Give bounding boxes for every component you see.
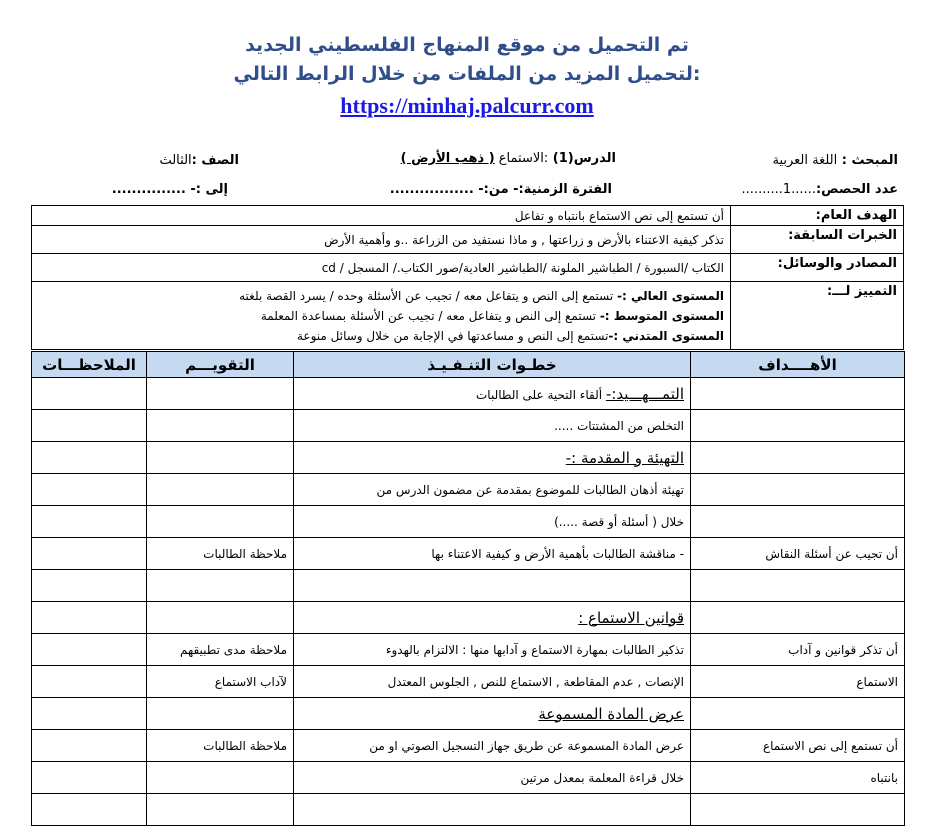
step-cell: تهيئة أذهان الطالبات للموضوع بمقدمة عن مضمون الدرس من <box>294 474 691 506</box>
column-header-steps: خطـوات التنـفـيـذ <box>294 352 691 378</box>
section-heading: قوانين الاستماع : <box>578 608 684 627</box>
table-row <box>32 666 905 698</box>
differentiation-label: التمييز لـــ: <box>731 282 904 350</box>
timeframe-field: الفترة الزمنية:- من:- ................. <box>389 182 612 197</box>
goal-cell: أن تستمع إلى نص الاستماع <box>691 730 905 762</box>
step-cell <box>294 698 691 730</box>
lesson-value: :الاستماع <box>498 151 549 166</box>
level-low <box>38 326 724 346</box>
prior-experience-value: تذكر كيفية الاعتناء بالأرض و زراعتها , و ماذا نستفيد من الزراعة ..و وأهمية الأرض <box>32 226 731 254</box>
table-row <box>32 698 905 730</box>
section-heading: التهيئة و المقدمة :- <box>565 448 684 467</box>
subject-field <box>772 153 898 168</box>
notes-cell <box>32 378 147 410</box>
section-heading: عرض المادة المسموعة <box>538 704 684 723</box>
general-goal-label: الهدف العام: <box>731 206 904 226</box>
subject-value: اللغة العربية <box>772 153 838 168</box>
step-cell <box>294 794 691 826</box>
table-row <box>32 762 905 794</box>
notes-cell <box>32 602 147 634</box>
evaluation-cell <box>147 794 294 826</box>
step-cell: عرض المادة المسموعة عن طريق جهاز التسجيل الصوتي او من <box>294 730 691 762</box>
table-row <box>32 474 905 506</box>
goal-cell: أن تجيب عن أسئلة النقاش <box>691 538 905 570</box>
table-row <box>32 570 905 602</box>
notes-cell <box>32 410 147 442</box>
grade-field <box>159 153 239 168</box>
step-cell <box>294 378 691 410</box>
step-cell: تذكير الطالبات بمهارة الاستماع و آدابها منها : الالتزام بالهدوء <box>294 634 691 666</box>
evaluation-cell <box>147 506 294 538</box>
step-cell: الإنصات , عدم المقاطعة , الاستماع للنص , الجلوس المعتدل <box>294 666 691 698</box>
step-cell: - مناقشة الطالبات بأهمية الأرض و كيفية الاعتناء بها <box>294 538 691 570</box>
notes-cell <box>32 570 147 602</box>
table-row <box>32 410 905 442</box>
lesson-info-table <box>31 205 904 350</box>
goal-cell <box>691 506 905 538</box>
evaluation-cell <box>147 378 294 410</box>
lesson-title: ( ذهب الأرض ) <box>400 151 495 166</box>
table-row <box>32 506 905 538</box>
table-row <box>32 602 905 634</box>
notes-cell <box>32 538 147 570</box>
evaluation-cell <box>147 474 294 506</box>
periods-field <box>742 182 898 197</box>
prior-experience-label: الخبرات السابقة: <box>731 226 904 254</box>
table-row <box>32 378 905 410</box>
level-high-label: المستوى العالي :- <box>617 288 724 303</box>
goal-cell <box>691 602 905 634</box>
step-cell: خلال ( أسئلة أو قصة .....) <box>294 506 691 538</box>
lesson-label: الدرس(1) <box>548 151 616 166</box>
table-row <box>32 634 905 666</box>
column-header-goals: الأهــــداف <box>691 352 905 378</box>
lesson-plan-table <box>31 351 905 826</box>
goal-cell <box>691 474 905 506</box>
evaluation-cell <box>147 570 294 602</box>
resources-label: المصادر والوسائل: <box>731 254 904 282</box>
level-high-text: تستمع إلى النص و يتفاعل معه / تجيب عن الأسئلة وحده / يسرد القصة بلغته <box>239 288 618 303</box>
goal-cell <box>691 378 905 410</box>
evaluation-cell: ملاحظة الطالبات <box>147 538 294 570</box>
notes-cell <box>32 698 147 730</box>
subject-label: المبحث : <box>837 153 898 168</box>
notes-cell <box>32 474 147 506</box>
notes-cell <box>32 666 147 698</box>
goal-cell: الاستماع <box>691 666 905 698</box>
step-cell: خلال قراءة المعلمة بمعدل مرتين <box>294 762 691 794</box>
periods-value: ......1.......... <box>741 182 816 197</box>
table-row <box>32 730 905 762</box>
section-heading: التمـــهـــيد:- <box>605 384 684 403</box>
column-header-evaluation: التقويـــم <box>147 352 294 378</box>
notes-cell <box>32 794 147 826</box>
level-mid-text: تستمع إلى النص و يتفاعل معه / تجيب عن الأسئلة بمساعدة المعلمة <box>260 308 600 323</box>
level-low-text: تستمع إلى النص و مساعدتها في الإجابة من خلال وسائل منوعة <box>297 328 609 343</box>
grade-label: الصف : <box>191 153 239 168</box>
goal-cell <box>691 698 905 730</box>
lesson-field <box>401 151 616 166</box>
evaluation-cell <box>147 698 294 730</box>
step-cell <box>294 570 691 602</box>
evaluation-cell: لآداب الاستماع <box>147 666 294 698</box>
notes-cell <box>32 634 147 666</box>
step-text: ألقاء التحية على الطالبات <box>476 387 603 402</box>
evaluation-cell: ملاحظة مدى تطبيقهم <box>147 634 294 666</box>
differentiation-levels <box>32 282 731 350</box>
goal-cell: بانتباه <box>691 762 905 794</box>
notes-cell <box>32 506 147 538</box>
level-mid-label: المستوى المتوسط :- <box>599 308 724 323</box>
table-row <box>32 794 905 826</box>
grade-value: الثالث <box>159 153 192 168</box>
more-files-notice: لتحميل المزيد من الملفات من خلال الرابط التالي: <box>233 63 701 85</box>
site-link[interactable]: https://minhaj.palcurr.com <box>340 93 594 118</box>
level-low-label: المستوى المتدني :- <box>608 328 724 343</box>
step-cell <box>294 602 691 634</box>
download-notice: تم التحميل من موقع المنهاج الفلسطيني الجديد <box>245 34 689 56</box>
to-field: إلى :- ............... <box>111 182 228 197</box>
notes-cell <box>32 762 147 794</box>
step-cell <box>294 442 691 474</box>
table-row <box>32 538 905 570</box>
level-high <box>38 286 724 306</box>
evaluation-cell: ملاحظة الطالبات <box>147 730 294 762</box>
goal-cell <box>691 570 905 602</box>
general-goal-value: أن تستمع إلى نص الاستماع بانتباه و تفاعل <box>32 206 731 226</box>
evaluation-cell <box>147 602 294 634</box>
goal-cell <box>691 794 905 826</box>
site-link-line <box>0 93 934 119</box>
goal-cell <box>691 442 905 474</box>
step-cell: التخلص من المشتتات ..... <box>294 410 691 442</box>
evaluation-cell <box>147 410 294 442</box>
column-header-notes: الملاحظـــات <box>32 352 147 378</box>
periods-label: عدد الحصص: <box>815 182 898 197</box>
goal-cell <box>691 410 905 442</box>
level-mid <box>38 306 724 326</box>
notes-cell <box>32 730 147 762</box>
resources-value: الكتاب /السبورة / الطباشير الملونة /الطباشير العادية/صور الكتاب./ المسجل / cd <box>32 254 731 282</box>
goal-cell: أن تذكر قوانين و آداب <box>691 634 905 666</box>
evaluation-cell <box>147 442 294 474</box>
notes-cell <box>32 442 147 474</box>
evaluation-cell <box>147 762 294 794</box>
table-row <box>32 442 905 474</box>
